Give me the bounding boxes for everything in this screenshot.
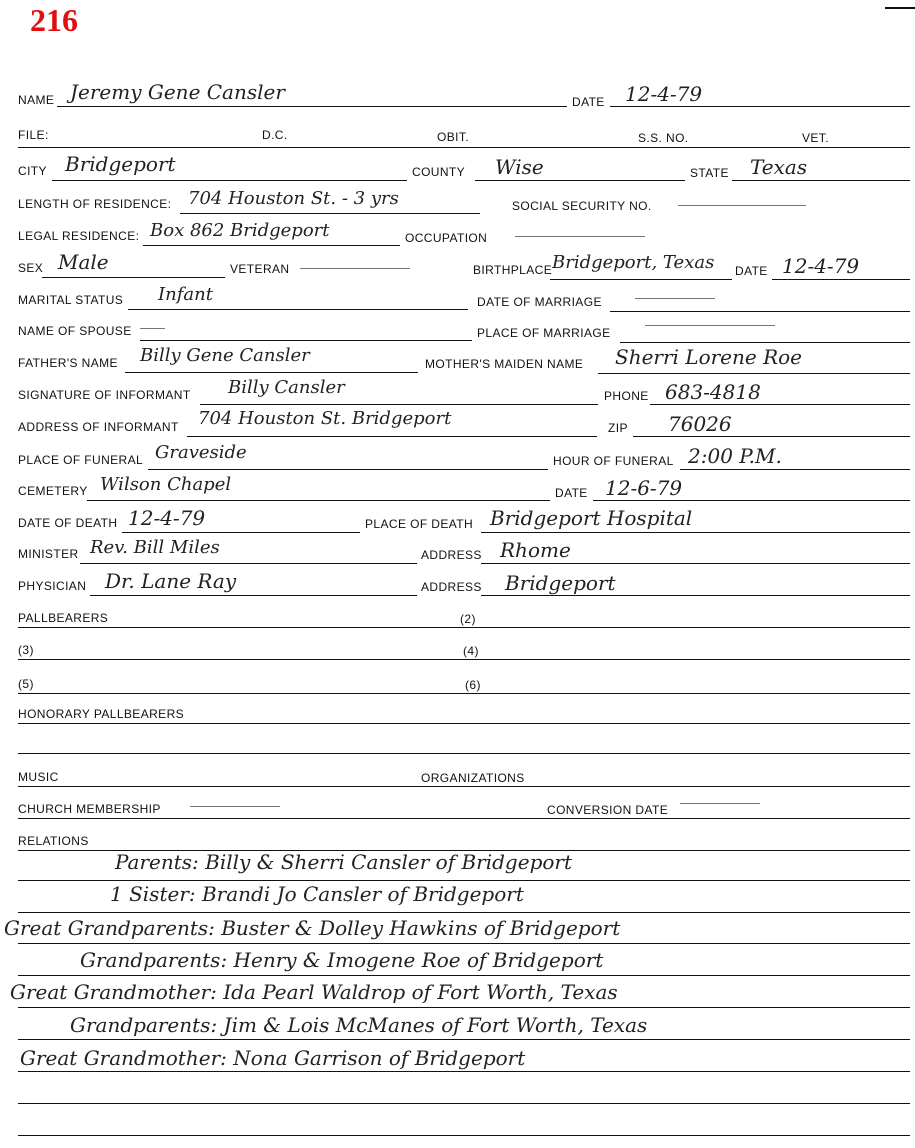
- legal-residence-label: LEGAL RESIDENCE:: [18, 229, 140, 243]
- obit-label: OBIT.: [437, 130, 470, 144]
- sex-label: SEX: [18, 261, 44, 275]
- spouse-dash: [140, 328, 165, 329]
- address-of-informant-label: ADDRESS OF INFORMANT: [18, 420, 179, 434]
- relations-line-5: [18, 1007, 910, 1008]
- county-value: Wise: [495, 155, 544, 179]
- place-of-marriage-label: PLACE OF MARRIAGE: [477, 326, 611, 340]
- sex-line: [42, 277, 225, 278]
- signature-of-informant-label: SIGNATURE OF INFORMANT: [18, 388, 191, 402]
- place-of-marriage-underline: [620, 342, 910, 343]
- pallbearer-2-label: (2): [460, 612, 476, 626]
- pallbearer-5-label: (5): [18, 677, 34, 691]
- hour-of-funeral-value: 2:00 P.M.: [688, 444, 782, 468]
- marital-status-label: MARITAL STATUS: [18, 293, 124, 307]
- pallbearer-6-label: (6): [465, 678, 481, 692]
- birthplace-label: BIRTHPLACE: [473, 263, 553, 277]
- cemetery-date-line: [593, 500, 910, 501]
- relations-line-9: [18, 1135, 910, 1136]
- relations-entry: Great Grandmother: Ida Pearl Waldrop of Fort Worth, Texas: [10, 980, 618, 1004]
- relations-entry: 1 Sister: Brandi Jo Cansler of Bridgeport: [110, 882, 524, 906]
- signature-of-informant-value: Billy Cansler: [228, 377, 345, 398]
- state-line: [732, 180, 910, 181]
- ssno-label: S.S. NO.: [638, 131, 689, 145]
- relations-line-7: [18, 1071, 910, 1072]
- length-of-residence-label: LENGTH OF RESIDENCE:: [18, 197, 172, 211]
- pallbearer-4-label: (4): [463, 644, 479, 658]
- legal-residence-line: [143, 245, 400, 246]
- physician-line: [90, 595, 417, 596]
- mothers-maiden-name-value: Sherri Lorene Roe: [615, 345, 803, 369]
- relations-line-1: [18, 880, 910, 881]
- place-of-funeral-label: PLACE OF FUNERAL: [18, 453, 144, 467]
- cemetery-date-value: 12-6-79: [605, 476, 683, 500]
- relations-entry: Grandparents: Henry & Imogene Roe of Bridgeport: [80, 948, 604, 972]
- date-of-death-label: DATE OF DEATH: [18, 516, 118, 530]
- physician-address-value: Bridgeport: [505, 571, 616, 595]
- mothers-maiden-name-line: [598, 373, 910, 374]
- zip-value: 76026: [668, 412, 732, 436]
- relations-label: RELATIONS: [18, 834, 89, 848]
- pallbearers-line: [18, 627, 910, 628]
- pallbearer-3-label: (3): [18, 643, 34, 657]
- church-membership-label: CHURCH MEMBERSHIP: [18, 802, 161, 816]
- date-line: [610, 106, 910, 107]
- city-value: Bridgeport: [65, 152, 176, 176]
- name-value: Jeremy Gene Cansler: [70, 80, 285, 104]
- physician-label: PHYSICIAN: [18, 579, 87, 593]
- birthplace-line: [550, 279, 732, 280]
- date-of-death-line: [122, 532, 360, 533]
- phone-value: 683-4818: [665, 380, 761, 404]
- county-line: [475, 180, 685, 181]
- relations-line-4: [18, 975, 910, 976]
- place-of-funeral-line: [148, 469, 548, 470]
- county-label: COUNTY: [412, 165, 466, 179]
- social-security-label: SOCIAL SECURITY NO.: [512, 199, 652, 213]
- city-line: [52, 180, 407, 181]
- mothers-maiden-name-label: MOTHER'S MAIDEN NAME: [425, 357, 584, 371]
- address-of-informant-value: 704 Houston St. Bridgeport: [198, 408, 452, 429]
- name-of-spouse-label: NAME OF SPOUSE: [18, 324, 132, 338]
- veteran-label: VETERAN: [230, 262, 290, 276]
- signature-of-informant-line: [200, 404, 598, 405]
- state-value: Texas: [750, 155, 808, 179]
- place-of-death-value: Bridgeport Hospital: [490, 506, 693, 530]
- music-line: [18, 786, 910, 787]
- minister-line: [80, 563, 417, 564]
- vet-label: VET.: [802, 131, 829, 145]
- phone-label: PHONE: [604, 389, 649, 403]
- veteran-line: [300, 268, 410, 269]
- zip-line: [633, 436, 910, 437]
- sex-value: Male: [58, 250, 109, 274]
- file-label: FILE:: [18, 128, 49, 142]
- place-of-funeral-value: Graveside: [155, 442, 247, 463]
- file-line: [18, 147, 910, 148]
- cemetery-date-label: DATE: [555, 486, 588, 500]
- organizations-label: ORGANIZATIONS: [421, 771, 525, 785]
- minister-label: MINISTER: [18, 547, 79, 561]
- occupation-line: [515, 236, 645, 237]
- relations-entry: Parents: Billy & Sherri Cansler of Bridgeport: [115, 850, 573, 874]
- birth-date-value: 12-4-79: [782, 254, 860, 278]
- honorary-line: [18, 723, 910, 724]
- place-of-death-label: PLACE OF DEATH: [365, 517, 474, 531]
- cemetery-value: Wilson Chapel: [100, 474, 232, 495]
- physician-address-line: [481, 595, 910, 596]
- name-label: NAME: [18, 93, 55, 107]
- hour-of-funeral-line: [680, 469, 910, 470]
- honorary-line-2: [18, 753, 910, 754]
- date-of-death-value: 12-4-79: [128, 506, 206, 530]
- relations-entry: Great Grandmother: Nona Garrison of Bridgeport: [20, 1046, 526, 1070]
- place-of-death-line: [481, 532, 910, 533]
- fathers-name-line: [125, 372, 418, 373]
- fathers-name-value: Billy Gene Cansler: [140, 345, 310, 366]
- dc-label: D.C.: [262, 128, 288, 142]
- address-of-informant-line: [187, 436, 597, 437]
- honorary-pallbearers-label: HONORARY PALLBEARERS: [18, 707, 185, 721]
- hour-of-funeral-label: HOUR OF FUNERAL: [553, 454, 674, 468]
- music-label: MUSIC: [18, 770, 59, 784]
- date-label: DATE: [572, 95, 605, 109]
- name-of-spouse-line: [140, 340, 472, 341]
- date-of-marriage-line: [635, 298, 715, 299]
- minister-address-line: [481, 563, 910, 564]
- marital-status-line: [128, 309, 468, 310]
- cemetery-line: [87, 500, 550, 501]
- birth-date-label: DATE: [735, 264, 768, 278]
- church-line: [18, 818, 910, 819]
- zip-label: ZIP: [608, 421, 628, 435]
- relations-line-3: [18, 943, 910, 944]
- social-security-line: [678, 205, 806, 206]
- conversion-date-label: CONVERSION DATE: [547, 803, 669, 817]
- birthplace-value: Bridgeport, Texas: [552, 252, 715, 273]
- length-of-residence-line: [180, 213, 480, 214]
- page-number: 216: [30, 2, 78, 38]
- pallbearers-line-2: [18, 659, 910, 660]
- state-label: STATE: [690, 166, 729, 180]
- fathers-name-label: FATHER'S NAME: [18, 356, 118, 370]
- church-dash: [190, 806, 280, 807]
- legal-residence-value: Box 862 Bridgeport: [150, 220, 330, 241]
- relations-line-2: [18, 912, 910, 913]
- date-value: 12-4-79: [625, 82, 703, 106]
- cemetery-label: CEMETERY: [18, 484, 88, 498]
- conversion-dash: [680, 803, 760, 804]
- birth-date-line: [772, 279, 910, 280]
- city-label: CITY: [18, 164, 47, 178]
- minister-value: Rev. Bill Miles: [90, 537, 220, 558]
- name-line: [57, 106, 567, 107]
- phone-line: [650, 404, 910, 405]
- corner-mark: [885, 7, 915, 9]
- relations-entry: Great Grandparents: Buster & Dolley Hawkins of Bridgeport: [4, 916, 621, 940]
- relations-line-8: [18, 1103, 910, 1104]
- physician-value: Dr. Lane Ray: [105, 569, 237, 593]
- minister-address-value: Rhome: [500, 538, 571, 562]
- length-of-residence-value: 704 Houston St. - 3 yrs: [188, 188, 399, 209]
- minister-address-label: ADDRESS: [421, 548, 482, 562]
- physician-address-label: ADDRESS: [421, 580, 482, 594]
- pallbearers-label: PALLBEARERS: [18, 611, 109, 625]
- place-of-marriage-line: [645, 325, 775, 326]
- occupation-label: OCCUPATION: [405, 231, 488, 245]
- date-of-marriage-label: DATE OF MARRIAGE: [477, 295, 602, 309]
- date-of-marriage-underline: [610, 311, 910, 312]
- pallbearers-line-3: [18, 693, 910, 694]
- marital-status-value: Infant: [158, 284, 213, 305]
- relations-entry: Grandparents: Jim & Lois McManes of Fort Worth, Texas: [70, 1013, 648, 1037]
- relations-line-6: [18, 1039, 910, 1040]
